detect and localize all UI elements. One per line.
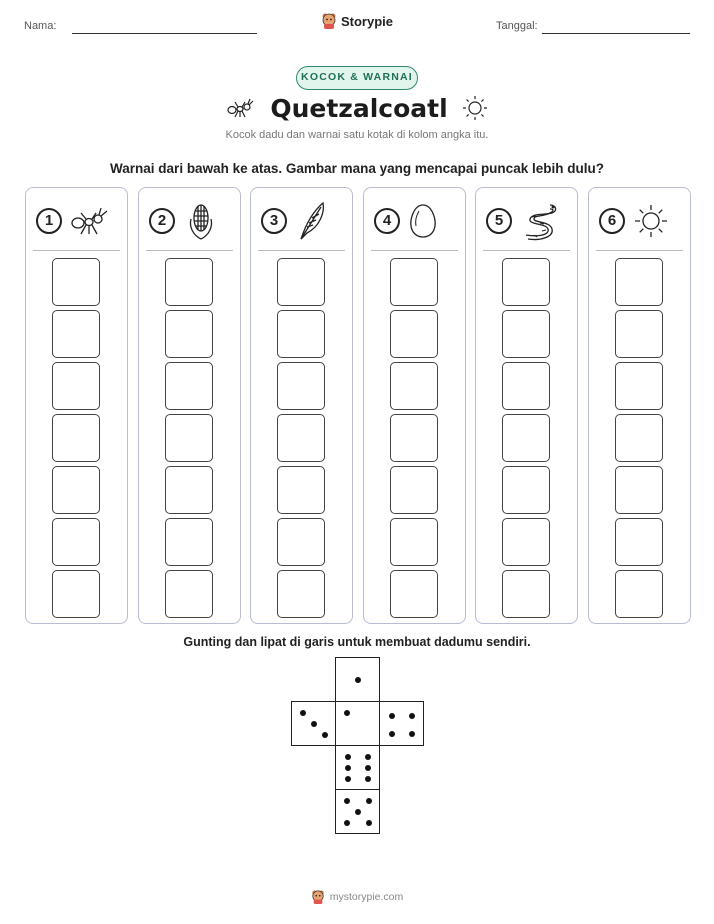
column-2 — [138, 187, 241, 624]
die-pip — [366, 798, 372, 804]
date-label: Tanggal: — [496, 20, 538, 32]
column-header — [374, 202, 454, 240]
color-cell[interactable] — [277, 310, 325, 358]
column-divider — [146, 250, 233, 251]
die-pip — [344, 710, 350, 716]
name-line — [72, 33, 257, 34]
color-cell[interactable] — [277, 518, 325, 566]
color-cell[interactable] — [277, 414, 325, 462]
die-pip — [389, 713, 395, 719]
color-cell[interactable] — [277, 570, 325, 618]
color-cell[interactable] — [615, 570, 663, 618]
color-cell[interactable] — [615, 258, 663, 306]
die-pip — [389, 731, 395, 737]
corn-icon — [183, 201, 219, 241]
color-cell[interactable] — [502, 466, 550, 514]
column-number: 3 — [261, 208, 287, 234]
column-divider — [258, 250, 345, 251]
name-label: Nama: — [24, 20, 57, 32]
egg-icon — [408, 203, 438, 239]
column-number: 6 — [599, 208, 625, 234]
color-cell[interactable] — [502, 258, 550, 306]
die-face-4 — [379, 701, 424, 746]
die-pip — [344, 798, 350, 804]
color-cell[interactable] — [502, 362, 550, 410]
die-pip — [345, 776, 351, 782]
column-divider — [483, 250, 570, 251]
color-cell[interactable] — [502, 310, 550, 358]
brand-name: Storypie — [340, 13, 393, 29]
die-pip — [365, 754, 371, 760]
color-cell[interactable] — [52, 362, 100, 410]
color-cell[interactable] — [52, 518, 100, 566]
color-cell[interactable] — [390, 570, 438, 618]
die-pip — [355, 677, 361, 683]
column-divider — [371, 250, 458, 251]
storypie-mascot-icon — [311, 889, 325, 905]
page-title: Quetzalcoatl — [270, 93, 448, 123]
color-cell[interactable] — [390, 518, 438, 566]
color-cell[interactable] — [390, 466, 438, 514]
die-face-1 — [335, 701, 380, 746]
die-pip — [409, 713, 415, 719]
color-cell[interactable] — [615, 310, 663, 358]
column-header — [149, 202, 229, 240]
color-cell[interactable] — [165, 466, 213, 514]
column-header — [261, 202, 341, 240]
ant-icon — [226, 97, 256, 119]
die-pip — [365, 765, 371, 771]
color-cell[interactable] — [615, 466, 663, 514]
color-cell[interactable] — [165, 518, 213, 566]
footer-url[interactable]: mystorypie.com — [329, 891, 404, 903]
date-line — [542, 33, 690, 34]
die-pip — [300, 710, 306, 716]
color-cell[interactable] — [615, 414, 663, 462]
die-pip — [366, 820, 372, 826]
die-pip — [344, 820, 350, 826]
color-cell[interactable] — [165, 570, 213, 618]
color-cell[interactable] — [615, 518, 663, 566]
color-cell[interactable] — [502, 414, 550, 462]
column-header — [486, 202, 566, 240]
instruction: Warnai dari bawah ke atas. Gambar mana yang mencapai puncak lebih dulu? — [110, 161, 604, 176]
column-6 — [588, 187, 691, 624]
color-cell[interactable] — [165, 362, 213, 410]
footer — [0, 889, 714, 905]
column-number: 5 — [486, 208, 512, 234]
color-cell[interactable] — [502, 570, 550, 618]
sun-icon — [462, 95, 488, 121]
cut-instruction: Gunting dan lipat di garis untuk membuat dadumu sendiri. — [183, 635, 531, 649]
color-cell[interactable] — [165, 310, 213, 358]
color-cell[interactable] — [165, 258, 213, 306]
column-number: 1 — [36, 208, 62, 234]
column-divider — [33, 250, 120, 251]
ant-icon — [70, 205, 110, 237]
die-pip — [322, 732, 328, 738]
die-pip — [345, 754, 351, 760]
subtitle: Kocok dadu dan warnai satu kotak di kolom angka itu. — [225, 129, 489, 141]
die-face-3 — [291, 701, 336, 746]
column-3 — [250, 187, 353, 624]
color-cell[interactable] — [52, 466, 100, 514]
color-cell[interactable] — [390, 310, 438, 358]
column-header — [36, 202, 116, 240]
color-cell[interactable] — [277, 362, 325, 410]
serpent-icon — [520, 201, 560, 241]
title-row — [0, 91, 714, 125]
die-pip — [409, 731, 415, 737]
brand-logo — [0, 12, 714, 30]
column-header — [599, 202, 679, 240]
activity-badge: KOCOK & WARNAI — [296, 66, 418, 90]
die-face-5 — [335, 789, 380, 834]
color-cell[interactable] — [502, 518, 550, 566]
color-cell[interactable] — [390, 362, 438, 410]
color-cell[interactable] — [52, 414, 100, 462]
die-face-6 — [335, 745, 380, 790]
column-divider — [596, 250, 683, 251]
column-4 — [363, 187, 466, 624]
die-pip — [311, 721, 317, 727]
feather-icon — [295, 201, 327, 241]
die-pip — [345, 765, 351, 771]
storypie-mascot-icon — [321, 12, 337, 30]
color-cell[interactable] — [165, 414, 213, 462]
color-cell[interactable] — [390, 414, 438, 462]
color-cell[interactable] — [277, 258, 325, 306]
color-cell[interactable] — [52, 570, 100, 618]
die-face-1 — [335, 657, 380, 702]
column-number: 4 — [374, 208, 400, 234]
column-5 — [475, 187, 578, 624]
color-cell[interactable] — [615, 362, 663, 410]
color-cell[interactable] — [390, 258, 438, 306]
die-pip — [365, 776, 371, 782]
column-number: 2 — [149, 208, 175, 234]
color-cell[interactable] — [52, 258, 100, 306]
die-pip — [355, 809, 361, 815]
color-cell[interactable] — [52, 310, 100, 358]
sun-icon — [633, 203, 669, 239]
color-cell[interactable] — [277, 466, 325, 514]
column-1 — [25, 187, 128, 624]
